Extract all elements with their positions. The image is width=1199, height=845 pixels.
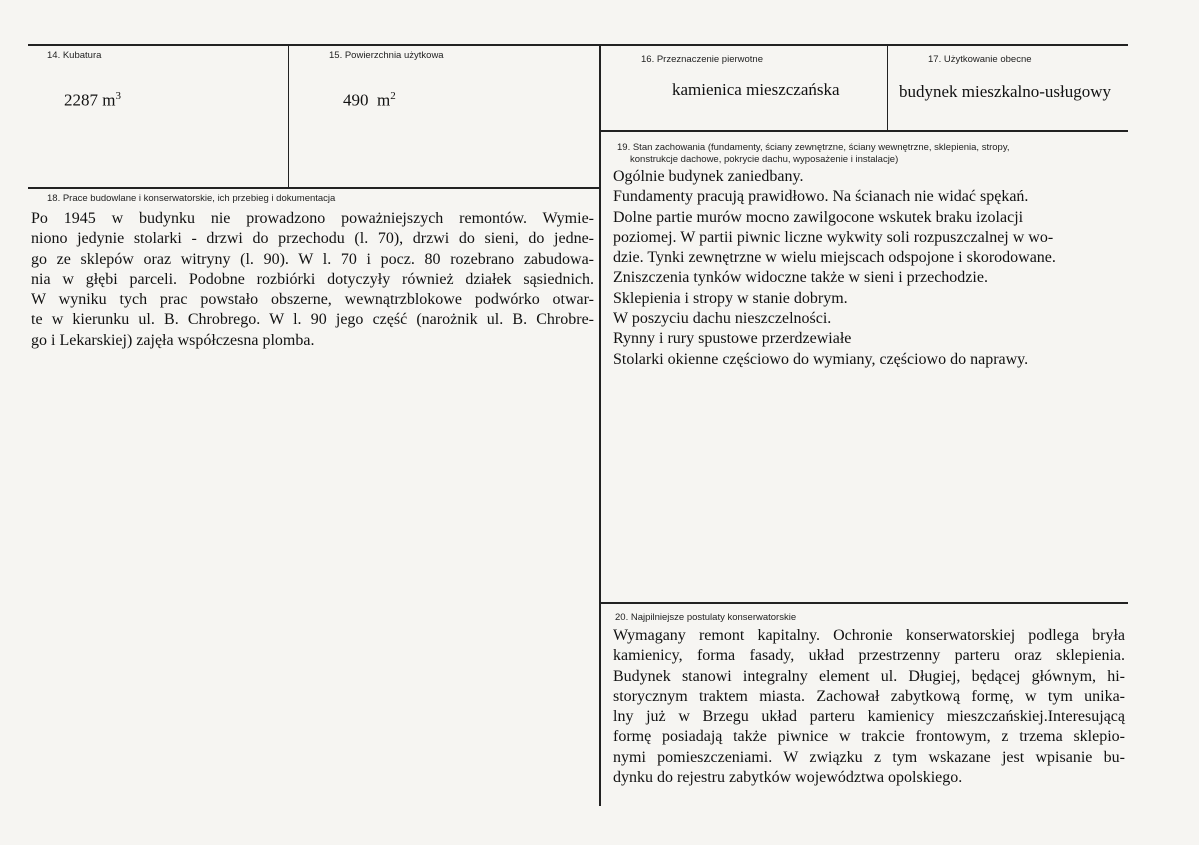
field-19-line: Sklepienia i stropy w stanie dobrym. <box>613 289 848 307</box>
center-divider <box>599 44 601 806</box>
field-19-line: Fundamenty pracują prawidłowo. Na ścianach nie widać spękań. <box>613 188 1029 206</box>
field-19-label-line2: konstrukcje dachowe, pokrycie dachu, wyposażenie i instalacje) <box>630 154 899 165</box>
cubature-exponent: 3 <box>115 90 121 102</box>
field-16-label: 16. Przeznaczenie pierwotne <box>641 54 763 65</box>
field-20-line: Wymagany remont kapitalny. Ochronie konserwatorskiej podlega bryła <box>613 627 1125 644</box>
field-18-label: 18. Prace budowlane i konserwatorskie, ich przebieg i dokumentacja <box>47 193 336 204</box>
field-18-line: te w kierunku ul. B. Chrobrego. W l. 90 jego część (narożnik ul. B. Chrobre- <box>31 311 594 329</box>
field-18-line: W wyniku tych prac powstało obszerne, wewnątrzblokowe podwórko otwar- <box>31 291 594 309</box>
field-14-value <box>64 90 121 111</box>
area-exponent: 2 <box>390 90 396 102</box>
field-19-label-line1: 19. Stan zachowania (fundamenty, ściany zewnętrzne, ściany wewnętrzne, sklepienia, stropy, <box>617 142 1010 153</box>
field-18-line: Po 1945 w budynku nie prowadzono poważniejszych remontów. Wymie- <box>31 210 594 227</box>
field-19-line: W poszyciu dachu nieszczelności. <box>613 310 832 328</box>
field-19-line: poziomej. W partii piwnic liczne wykwity soli rozpuszczalnej w wo- <box>613 228 1054 246</box>
field-20-label: 20. Najpilniejsze postulaty konserwatorskie <box>615 612 797 623</box>
field-17-value: budynek mieszkalno-usługowy <box>899 82 1111 101</box>
cubature-unit: m <box>102 90 116 110</box>
top-rule <box>28 44 1128 46</box>
field-18-line: go ze sklepów oraz witryny (l. 90). W l. 70 i pocz. 80 rozebrano zabudowa- <box>31 250 594 268</box>
rule-above-18 <box>28 187 600 189</box>
field-14-label: 14. Kubatura <box>47 50 102 61</box>
area-unit: m <box>377 90 391 110</box>
field-20-line: dynku do rejestru zabytków województwa opolskiego. <box>613 769 963 787</box>
field-19-line: Stolarki okienne częściowo do wymiany, częściowo do naprawy. <box>613 350 1029 368</box>
field-15-label: 15. Powierzchnia użytkowa <box>329 50 444 61</box>
field-20-line: Budynek stanowi integralny element ul. Długiej, będącej głównym, hi- <box>613 667 1125 685</box>
field-16-value: kamienica mieszczańska <box>672 80 840 99</box>
field-18-text <box>31 209 594 351</box>
field-20-line: lny już w Brzegu układ parteru kamienicy mieszczańskiej.Interesującą <box>613 708 1125 726</box>
field-18-line: nia w głębi parceli. Podobne rozbiórki dotyczyły również działek sąsiednich. <box>31 270 594 288</box>
cubature-number: 2287 <box>64 90 98 110</box>
rule-below-16-17 <box>600 130 1128 132</box>
field-15-value <box>343 90 396 111</box>
field-18-line: niono jedynie stolarki - drzwi do przechodu (l. 70), drzwi do sieni, do jedne- <box>31 230 594 248</box>
rule-above-20 <box>600 602 1128 604</box>
field-19-line: dzie. Tynki zewnętrzne w wielu miejscach odspojone i skorodowane. <box>613 249 1056 267</box>
field-19-line: Ogólnie budynek zaniedbany. <box>613 168 804 185</box>
field-18-line: go i Lekarskiej) zajęła współczesna plomba. <box>31 331 315 349</box>
field-20-line: nymi pomieszczeniami. W związku z tym wskazane jest wpisanie bu- <box>613 748 1125 766</box>
divider-14-15 <box>288 46 289 188</box>
field-20-line: formę posiadają także piwnice w trakcie frontowym, z trzema sklepio- <box>613 728 1125 746</box>
field-19-line: Dolne partie murów mocno zawilgocone wskutek braku izolacji <box>613 208 1024 226</box>
divider-16-17 <box>887 46 888 130</box>
field-19-line: Rynny i rury spustowe przerdzewiałe <box>613 330 852 348</box>
field-20-line: storycznym traktem miasta. Zachował zabytkową formę, w tym unika- <box>613 687 1125 705</box>
field-20-text <box>613 626 1125 788</box>
field-19-line: Zniszczenia tynków widoczne także w sieni i przechodzie. <box>613 269 988 287</box>
area-number: 490 <box>343 90 369 110</box>
field-17-label: 17. Użytkowanie obecne <box>928 54 1032 65</box>
field-20-line: kamienicy, forma fasady, układ przestrzenny parteru oraz sklepienia. <box>613 647 1125 665</box>
field-19-text <box>613 167 1123 370</box>
